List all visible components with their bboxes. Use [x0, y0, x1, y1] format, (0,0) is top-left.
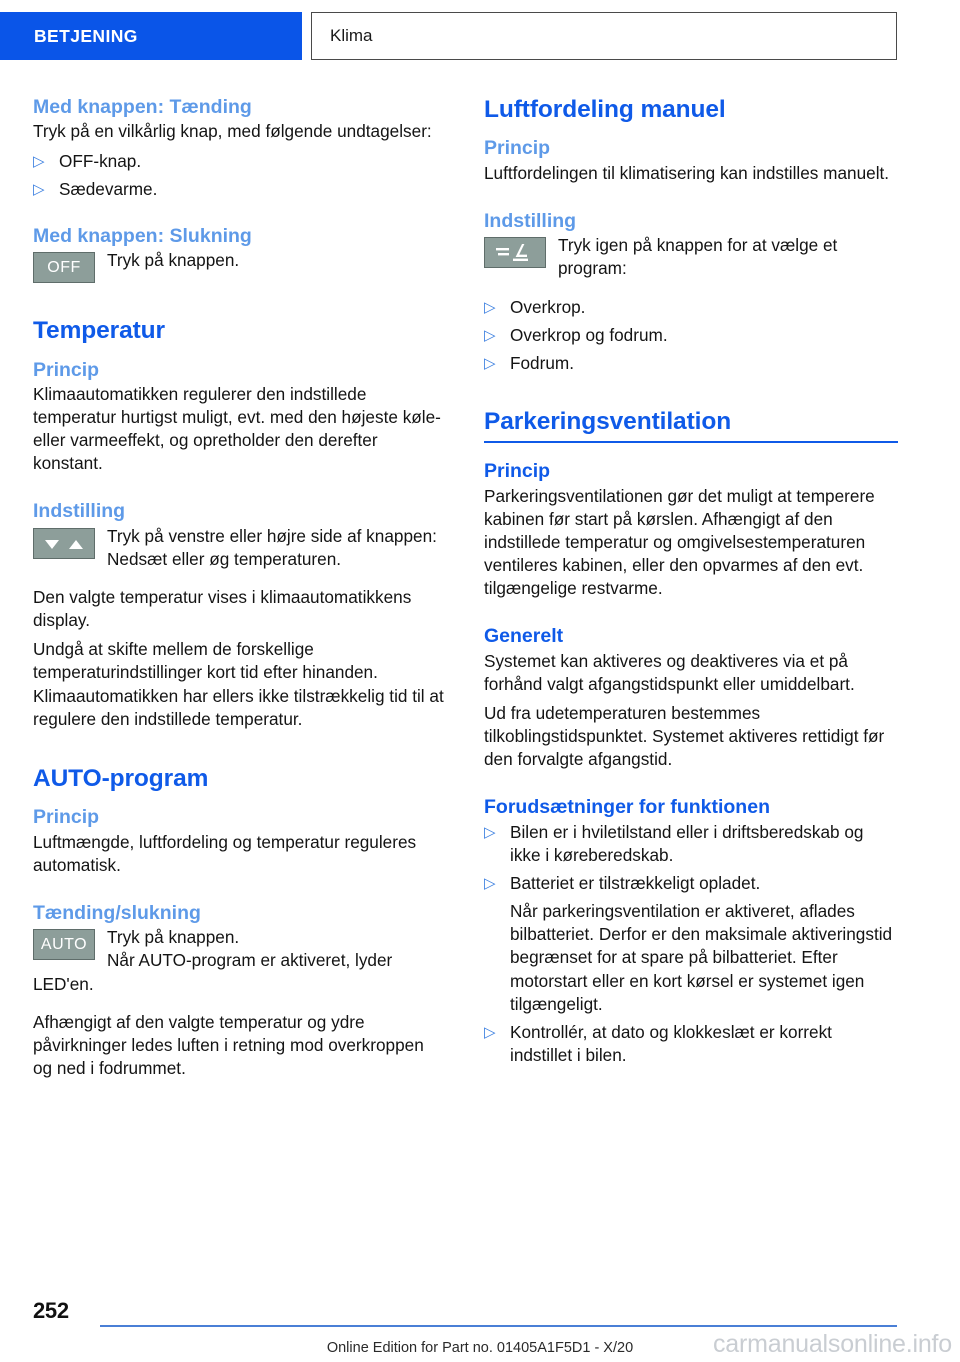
section-temperatur [33, 317, 447, 731]
spacer [33, 206, 447, 225]
paragraph-temperatur-display: Den valgte temperatur vises i klimaautomatikkens display. [33, 587, 412, 631]
list-item-label: Bilen er i hviletilstand eller i driftsberedskab og ikke i køreberedskab. [510, 821, 864, 865]
heading-temperatur: Temperatur [33, 317, 165, 345]
spacer [484, 285, 898, 296]
off-button-label: OFF [47, 258, 81, 276]
paragraph-auto-princip: Luftmængde, luftfordeling og temperatur reguleres automatisk. [33, 831, 417, 875]
list-item-label: Overkrop. [510, 296, 586, 317]
off-button-instruction: Tryk på knappen. [107, 250, 240, 271]
list-item [484, 324, 898, 347]
paragraph-taending-intro: Tryk på en vilkårlig knap, med følgende undtagelser: [33, 121, 432, 142]
heading-auto-princip: Princip [33, 806, 100, 829]
list-item [484, 296, 898, 319]
page-footer [0, 1290, 960, 1362]
bullet-triangle-icon: ▷ [33, 152, 45, 170]
paragraph-parkering-princip: Parkeringsventilationen gør det muligt at temperere kabinen før start på kørslen. Afhængigt af den indstillede temperatur og omgivelsestemperaturen ventileres kabinen, eller den opvarmes af den evt. tilgængelige restvarme. [484, 485, 875, 599]
icon-instruction-row [33, 525, 447, 571]
footer-edition-note: Online Edition for Part no. 01405A1F5D1 - X/20 [326, 1340, 634, 1356]
triangle-down-icon [45, 540, 59, 549]
list-item-label: Sædevarme. [59, 178, 158, 199]
paragraph-temperatur-warning: Undgå at skifte mellem de forskellige temperaturindstillinger kort tid efter hinanden. Klimaautomatikken har ellers ikke tilstrækkelig tid til at regulere den indstillede temperatur. [33, 639, 444, 729]
air-distribution-button-instruction: Tryk igen på knappen for at vælge et program: [558, 235, 838, 279]
spacer [33, 1000, 447, 1011]
spacer [484, 606, 898, 625]
section-med-knappen-slukning [33, 225, 447, 285]
chapter-tab[interactable] [0, 12, 302, 60]
bullet-triangle-icon: ▷ [484, 823, 496, 841]
section-med-knappen-taending [33, 96, 447, 201]
heading-luftfordeling-manuel: Luftfordeling manuel [484, 96, 726, 123]
bullet-triangle-icon: ▷ [33, 180, 45, 198]
bullet-triangle-icon: ▷ [484, 298, 496, 316]
auto-button-instruction-1: Tryk på knappen. [107, 927, 240, 948]
spacer [33, 481, 447, 500]
heading-luftfordeling-indstilling: Indstilling [484, 209, 577, 232]
list-item [484, 821, 898, 867]
heading-luftfordeling-princip: Princip [484, 137, 551, 160]
list-item-label: Fodrum. [510, 352, 574, 373]
list-item [484, 1021, 898, 1067]
spacer [33, 575, 447, 586]
auto-button-label: AUTO [40, 935, 88, 953]
heading-auto-program: AUTO-program [33, 764, 209, 792]
list-item-label: Kontrollér, at dato og klokkeslæt er korrekt indstillet i bilen. [510, 1021, 832, 1065]
list-item-label: Overkrop og fodrum. [510, 324, 668, 345]
topic-label: Klima [330, 26, 373, 45]
spacer [33, 883, 447, 902]
section-auto-program [33, 765, 447, 1080]
paragraph-generelt-1: Systemet kan aktiveres og deaktiveres via et på forhånd valgt afgangstidspunkt eller umiddelbart. [484, 650, 855, 694]
bullet-triangle-icon: ▷ [484, 1023, 496, 1041]
spacer [484, 380, 898, 408]
topic-tab[interactable] [311, 12, 897, 60]
icon-instruction-row [484, 234, 898, 280]
heading-temperatur-indstilling: Indstilling [33, 500, 126, 523]
temperature-rocker-button-icon[interactable] [33, 528, 95, 559]
auto-button-icon[interactable] [33, 929, 95, 960]
heading-forudsaetninger: Forudsætninger for funktionen [484, 796, 770, 819]
page-number: 252 [33, 1298, 69, 1323]
right-column [484, 96, 898, 1072]
triangle-up-icon [69, 540, 83, 549]
heading-med-knappen-taending: Med knappen: Tænding [33, 96, 252, 118]
auto-button-instruction-2: Når AUTO-program er aktiveret, lyder LED'en. [33, 950, 393, 994]
spacer [484, 449, 898, 460]
spacer [33, 795, 447, 806]
spacer [33, 289, 447, 317]
watermark-text: carmanualsonline.info [712, 1330, 952, 1358]
spacer [484, 126, 898, 137]
temperature-button-instruction: Tryk på venstre eller højre side af knappen: Nedsæt eller øg temperaturen. [107, 525, 437, 569]
heading-med-knappen-slukning: Med knappen: Slukning [33, 224, 252, 247]
list-item-label: Batteriet er tilstrækkeligt opladet. [510, 873, 761, 894]
spacer [484, 777, 898, 796]
list-item-label: OFF-knap. [59, 150, 142, 171]
chapter-label: BETJENING [34, 25, 138, 46]
air-distribution-button-icon[interactable] [484, 237, 546, 268]
list-item [484, 352, 898, 375]
section-parkeringsventilation [484, 408, 898, 1067]
left-column [33, 96, 447, 1086]
icon-instruction-row [33, 926, 447, 995]
paragraph-generelt-2: Ud fra udetemperaturen bestemmes tilkoblingstidspunktet. Systemet aktiveres rettidigt før den forvalgte afgangstid. [484, 703, 885, 770]
section-luftfordeling-manuel [484, 96, 898, 375]
spacer [484, 191, 898, 210]
spacer [33, 348, 447, 359]
bullet-triangle-icon: ▷ [484, 875, 496, 893]
footer-divider [100, 1325, 897, 1327]
heading-parkeringsventilation: Parkeringsventilation [484, 408, 898, 443]
paragraph-temperatur-princip: Klimaautomatikken regulerer den indstillede temperatur hurtigst muligt, evt. med den højeste køle- eller varmeeffekt, og opretholder den derefter konstant. [33, 383, 441, 474]
heading-parkering-generelt: Generelt [484, 625, 564, 648]
off-button-icon[interactable] [33, 252, 95, 283]
list-item [33, 150, 447, 173]
icon-instruction-row [33, 249, 447, 285]
bullet-triangle-icon: ▷ [484, 326, 496, 344]
spacer [33, 737, 447, 765]
bullet-triangle-icon: ▷ [484, 354, 496, 372]
page-header [0, 12, 960, 60]
heading-auto-taending-slukning: Tænding/slukning [33, 901, 201, 924]
list-item [484, 872, 898, 895]
paragraph-auto-airflow: Afhængigt af den valgte temperatur og ydre påvirkninger ledes luften i retning mod overkroppen og ned i fodrummet. [33, 1011, 424, 1078]
heading-parkering-princip: Princip [484, 460, 551, 483]
heading-temperatur-princip: Princip [33, 358, 100, 381]
list-item-continuation: Når parkeringsventilation er aktiveret, aflades bilbatteriet. Derfor er den maksimale aktiveringstid begrænset for at spare på bilbatteriet. Efter motorstart eller en kort kørsel er systemet igen tilgængeligt. [510, 901, 893, 1014]
list-item [33, 178, 447, 201]
paragraph-luftfordeling-princip: Luftfordelingen til klimatisering kan indstilles manuelt. [484, 162, 890, 183]
